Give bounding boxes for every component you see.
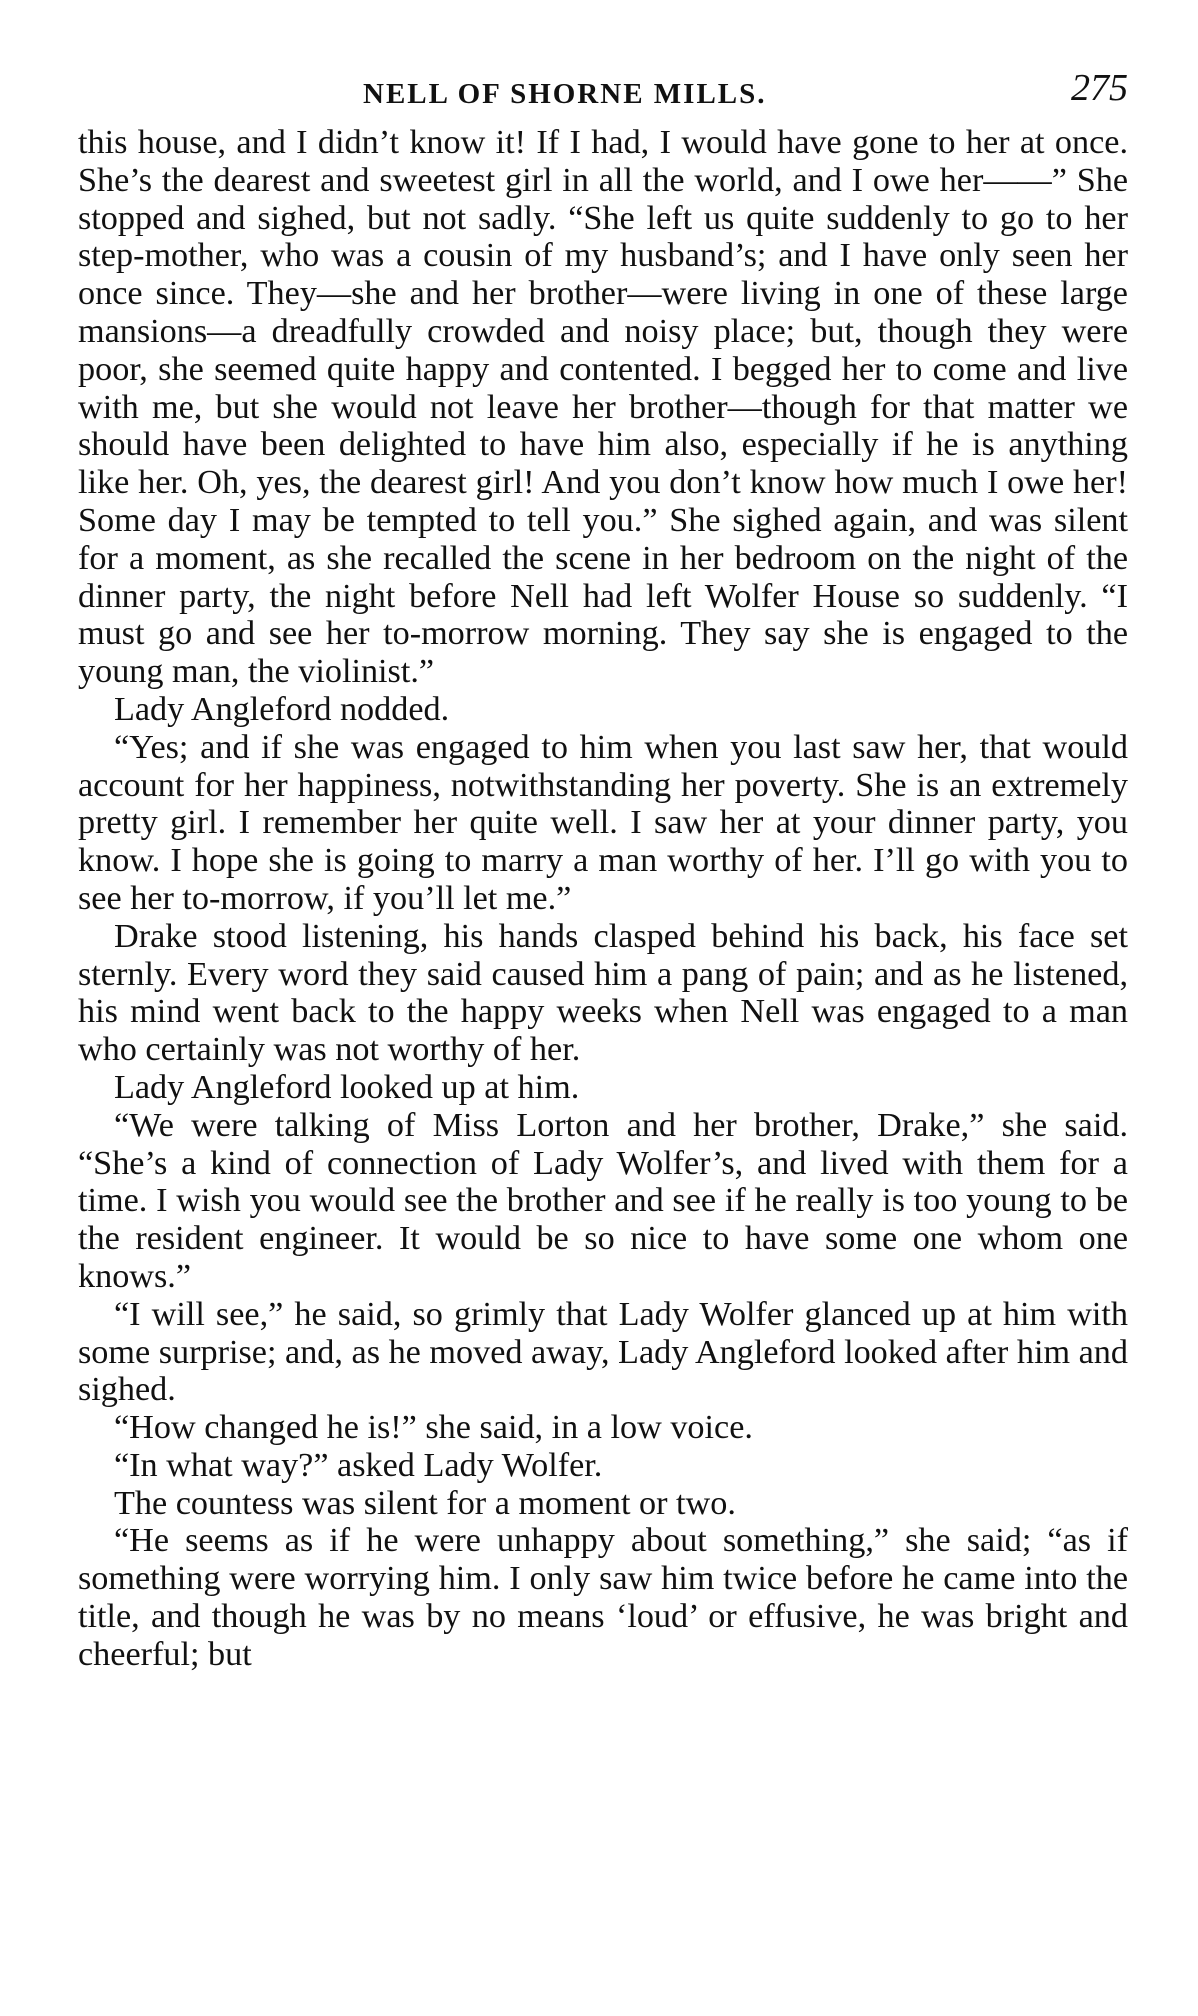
paragraph: Drake stood listening, his hands clasped behind his back, his face set sternly. Every word they said caused him a pang of pain; and as he listened, his mind went back to the happy weeks when Nell was engaged to a man who certainly was not worthy of her. xyxy=(78,917,1128,1069)
paragraph: “In what way?” asked Lady Wolfer. xyxy=(114,1446,603,1484)
book-page xyxy=(78,60,1128,1674)
paragraph: Lady Angleford nodded. xyxy=(114,690,450,728)
running-title: NELL OF SHORNE MILLS. xyxy=(363,78,767,110)
paragraph-continued: this house, and I didn’t know it! If I had, I would have gone to her at once. She’s the dearest and sweetest girl in all the world, and I owe her——” She stopped and sighed, but not sadly. “She left us quite suddenly to go to her step-mother, who was a cousin of my husband’s; and I have only seen her once since. They—she and her brother—were living in one of these large mansions—a dreadfully crowded and noisy place; but, though they were poor, she seemed quite happy and contented. I begged her to come and live with me, but she would not leave her brother—though for that matter we should have been delighted to have him also, especially if he is anything like her. Oh, yes, the dearest girl! And you don’t know how much I owe her! Some day I may be tempted to tell you.” She sighed again, and was silent for a moment, as she recalled the scene in her bedroom on the night of the dinner party, the night before Nell had left Wolfer House so suddenly. “I must go and see her to-morrow morning. They say she is engaged to the young man, the violinist.” xyxy=(78,124,1128,691)
paragraph: The countess was silent for a moment or two. xyxy=(114,1484,736,1522)
paragraph: “He seems as if he were unhappy about something,” she said; “as if something were worrying him. I only saw him twice before he came into the title, and though he was by no means ‘loud’ or effusive, he was bright and cheerful; but xyxy=(78,1522,1128,1673)
paragraph: “How changed he is!” she said, in a low voice. xyxy=(114,1409,753,1447)
page-number: 275 xyxy=(1071,67,1128,109)
paragraph: “Yes; and if she was engaged to him when you last saw her, that would account for her happiness, notwithstanding her poverty. She is an extremely pretty girl. I remember her quite well. I saw her at your dinner party, you know. I hope she is going to marry a man worthy of her. I’ll go with you to see her to-morrow, if you’ll let me.” xyxy=(78,728,1128,917)
paragraph: Lady Angleford looked up at him. xyxy=(114,1068,580,1106)
body-text xyxy=(78,124,1128,1674)
paragraph: “We were talking of Miss Lorton and her brother, Drake,” she said. “She’s a kind of connection of Lady Wolfer’s, and lived with them for a time. I wish you would see the brother and see if he really is too young to be the resident engineer. It would be so nice to have some one whom one knows.” xyxy=(78,1106,1128,1295)
running-head xyxy=(78,60,1128,120)
paragraph: “I will see,” he said, so grimly that Lady Wolfer glanced up at him with some surprise; and, as he moved away, Lady Angleford looked after him and sighed. xyxy=(78,1295,1128,1409)
